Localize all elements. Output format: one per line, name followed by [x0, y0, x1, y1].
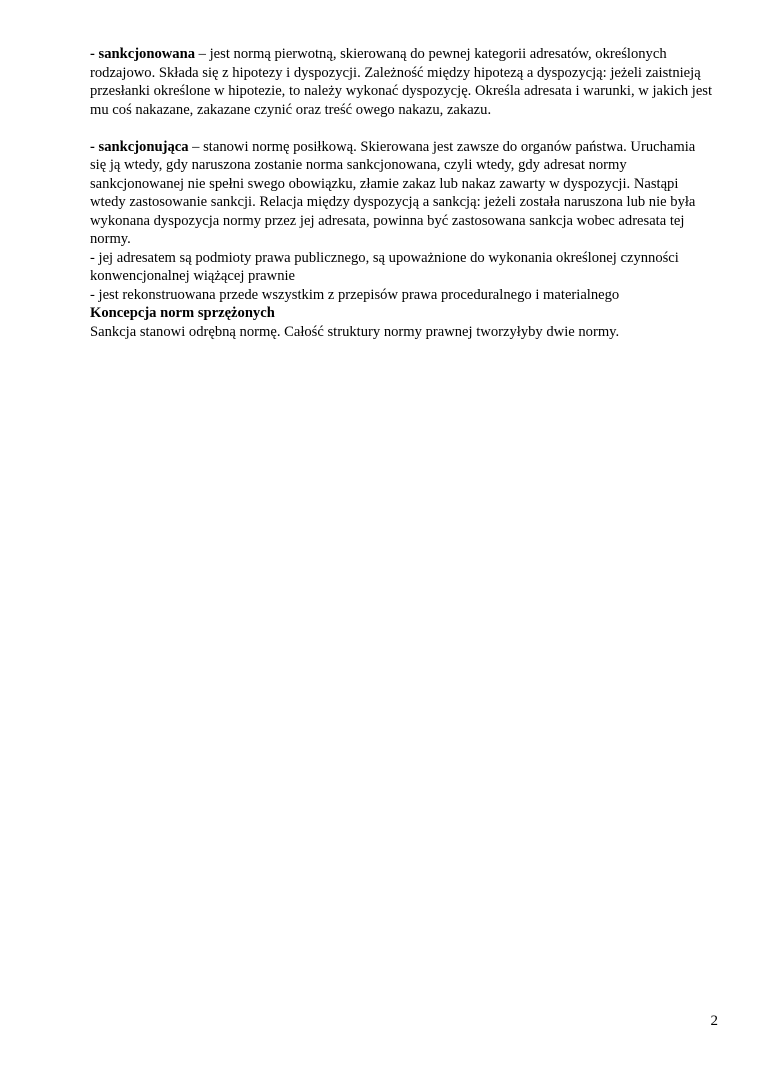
- paragraph-spacer: [90, 119, 715, 138]
- paragraph-sanctioned-norm: [90, 45, 715, 119]
- sanctioned-description: – jest normą pierwotną, skierowaną do pewnej kategorii adresatów, określonych rodzajowo. Składa się z hipotezy i dyspozycji. Zależność między hipotezą a dyspozycją: jeżeli zaistnieją przesłanki określone w hipotezie, to należy wykonać dyspozycję. Określa adresata i warunki, w jakich jest mu coś nakazane, zakazane czynić oraz treść owego nakazu, zakazu.: [90, 46, 713, 118]
- page-number: 2: [710, 1013, 718, 1029]
- bullet-reconstruction: - jest rekonstruowana przede wszystkim z przepisów prawa proceduralnego i materialnego: [90, 286, 620, 303]
- term-sanctioned: sankcjonowana: [98, 46, 196, 62]
- term-sanctioning: sankcjonująca: [98, 138, 189, 155]
- paragraph-sanctioning-norm: [90, 138, 715, 249]
- section-heading-coupled-norms: Koncepcja norm sprzężonych: [90, 305, 275, 321]
- dash-marker: -: [90, 138, 99, 155]
- dash-marker: -: [90, 46, 99, 62]
- bullet-addressee: - jej adresatem są podmioty prawa publicznego, są upoważnione do wykonania określonej czynności konwencjonalnej wiążącej prawnie: [90, 249, 679, 284]
- document-body: [90, 45, 715, 341]
- sanctioning-description: – stanowi normę posiłkową. Skierowana jest zawsze do organów państwa. Uruchamia się ją wtedy, gdy naruszona zostanie norma sankcjonowana, czyli wtedy, gdy adresat normy sankcjonowanej nie spełni swego obowiązku, złamie zakaz lub nakaz zawarty w dyspozycji. Nastąpi wtedy zastosowanie sankcji. Relacja między dyspozycją a sankcją: jeżeli została naruszona lub nie była wykonana dyspozycja normy przez jej adresata, powinna być zastosowana sankcja wobec adresata tej normy.: [90, 138, 696, 247]
- paragraph-coupled-norms: Sankcja stanowi odrębną normę. Całość struktury normy prawnej tworzyłyby dwie normy.: [90, 323, 620, 340]
